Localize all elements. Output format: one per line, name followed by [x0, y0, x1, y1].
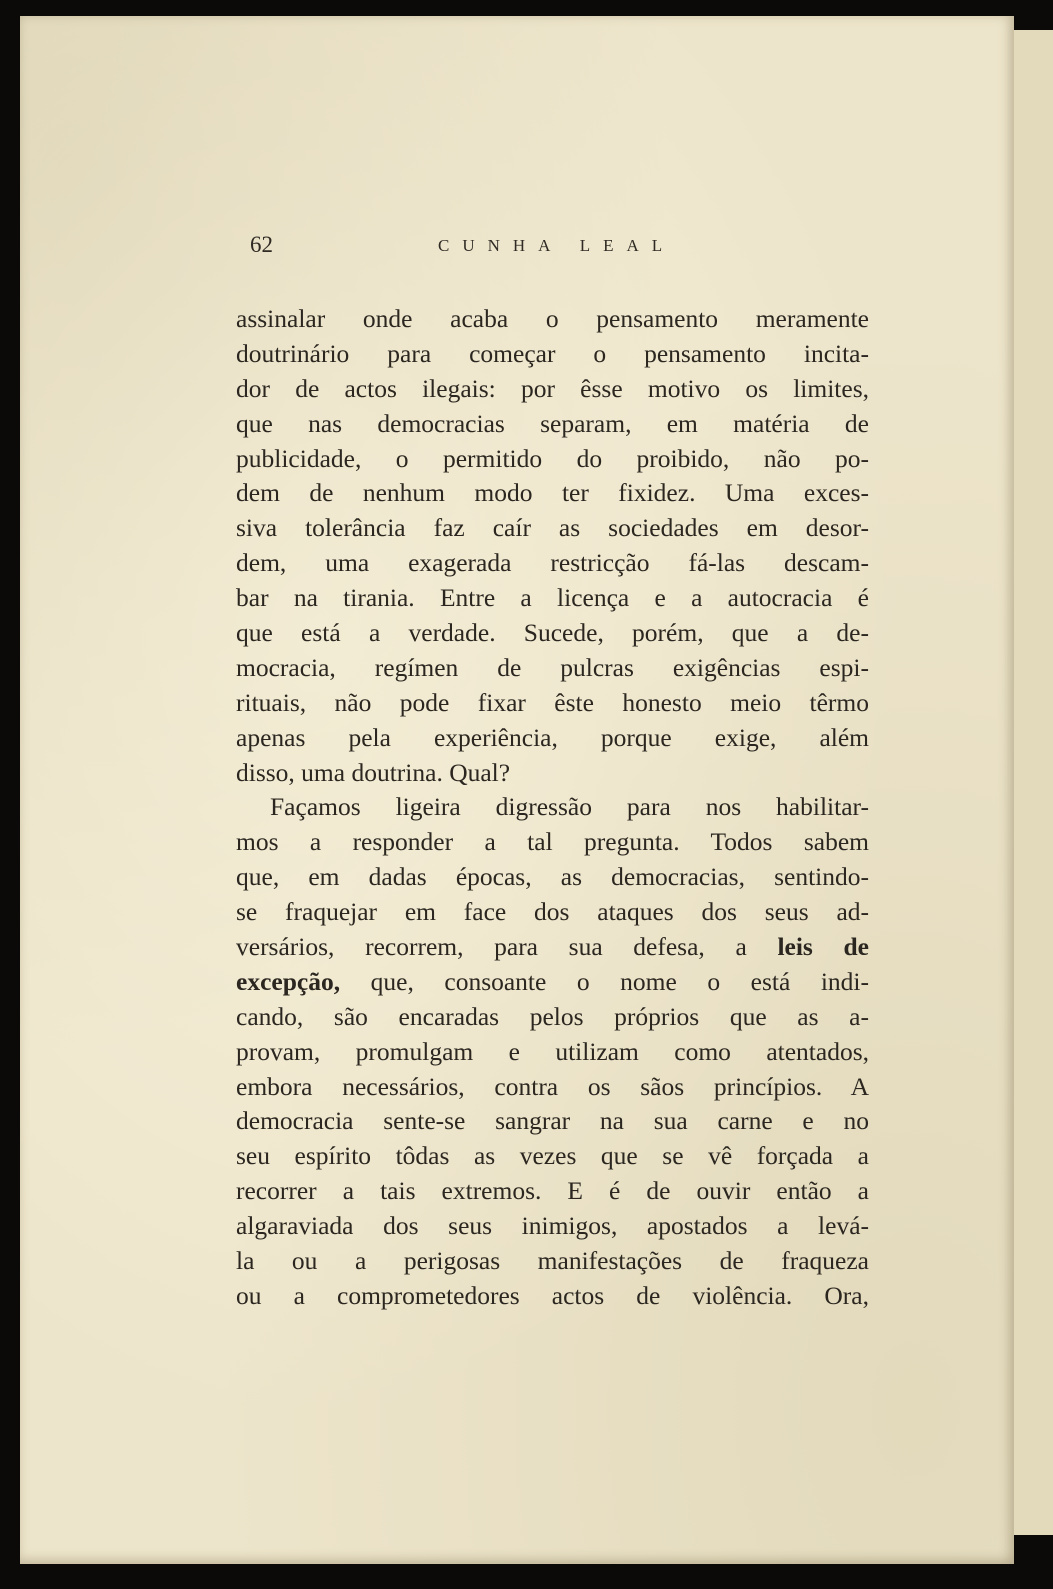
text-line: dem de nenhum modo ter fixidez. Uma exces-	[236, 478, 869, 508]
text-line: embora necessários, contra os sãos princípios. A	[236, 1071, 869, 1101]
text-line: cando, são encaradas pelos próprios que as a-	[236, 1001, 869, 1031]
text-line: mocracia, regímen de pulcras exigências espi-	[236, 652, 869, 682]
bold-phrase: excepção,	[236, 966, 341, 996]
running-title: CUNHA LEAL	[438, 236, 676, 255]
text-line: dem, uma exagerada restricção fá-las descam-	[236, 548, 869, 578]
text-line: democracia sente-se sangrar na sua carne e no	[236, 1106, 869, 1136]
text-segment: que, consoante o nome o está indi-	[370, 966, 869, 996]
text-line: assinalar onde acaba o pensamento meramente	[236, 304, 869, 333]
facing-page-edge	[1010, 30, 1053, 1535]
running-head	[250, 232, 720, 262]
text-line: se fraquejar em face dos ataques dos seus ad-	[236, 897, 869, 927]
text-line: la ou a perigosas manifestações de fraqueza	[236, 1246, 869, 1276]
text-line	[236, 930, 869, 965]
text-line: algaraviada dos seus inimigos, apostados a levá-	[236, 1211, 869, 1241]
text-line: doutrinário para começar o pensamento incita-	[236, 338, 869, 368]
text-line: siva tolerância faz caír as sociedades em desor-	[236, 513, 869, 543]
text-line: dor de actos ilegais: por êsse motivo os limites,	[236, 373, 869, 403]
text-line: mos a responder a tal pregunta. Todos sabem	[236, 827, 869, 857]
text-line: recorrer a tais extremos. E é de ouvir então a	[236, 1176, 869, 1206]
text-line: apenas pela experiência, porque exige, além	[236, 722, 869, 752]
text-line: publicidade, o permitido do proibido, não po-	[236, 443, 869, 473]
text-line: rituais, não pode fixar êste honesto meio têrmo	[236, 687, 869, 717]
text-line: bar na tirania. Entre a licença e a autocracia é	[236, 583, 869, 613]
text-line: que nas democracias separam, em matéria de	[236, 408, 869, 438]
text-segment: versários, recorrem, para sua defesa, a	[236, 932, 747, 962]
body-text	[236, 302, 869, 1314]
text-line: provam, promulgam e utilizam como atentados,	[236, 1036, 869, 1066]
text-line: que, em dadas épocas, as democracias, sentindo-	[236, 862, 869, 892]
page-number: 62	[250, 232, 273, 257]
text-line: Façamos ligeira digressão para nos habilitar-	[270, 792, 869, 822]
text-line: disso, uma doutrina. Qual?	[236, 757, 511, 787]
text-line: que está a verdade. Sucede, porém, que a de-	[236, 618, 869, 648]
bold-phrase: leis de	[777, 932, 869, 962]
text-line	[236, 965, 869, 1000]
text-line: ou a comprometedores actos de violência. Ora,	[236, 1280, 869, 1310]
text-line: seu espírito tôdas as vezes que se vê forçada a	[236, 1141, 869, 1171]
